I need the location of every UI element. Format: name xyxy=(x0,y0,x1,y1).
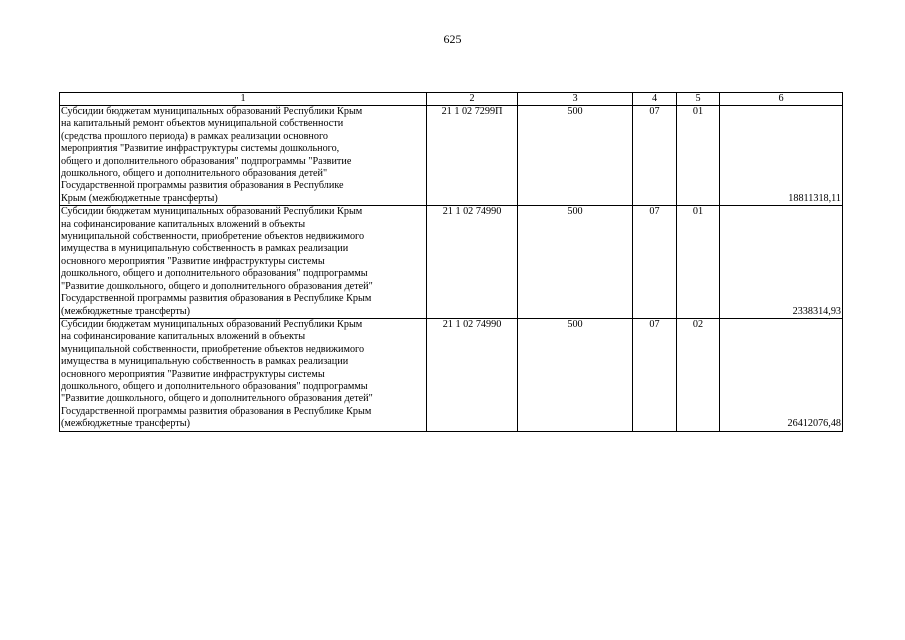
row-sum: 2338314,93 xyxy=(720,206,843,319)
row-section: 07 xyxy=(633,106,677,206)
row-target-code: 21 1 02 74990 xyxy=(427,318,518,431)
page-number: 625 xyxy=(443,32,462,46)
row-subsection: 01 xyxy=(677,106,720,206)
row-name: Субсидии бюджетам муниципальных образований Республики Крым на софинансирование капитальных вложений в объекты муниципальной собственности, приобретение объектов недвижимого имущества в муниципальную собственность в рамках реализации основного мероприятия "Развитие инфраструктуры системы дошкольного, общего и дополнительного образования" подпрограммы "Развитие дошкольного, общего и дополнительного образования детей" Государственной программы развития образования в Республике Крым (межбюджетные трансферты) xyxy=(60,318,427,431)
header-col-1: 1 xyxy=(60,93,427,106)
table-row xyxy=(60,206,843,319)
row-target-code: 21 1 02 74990 xyxy=(427,206,518,319)
header-col-4: 4 xyxy=(633,93,677,106)
row-name: Субсидии бюджетам муниципальных образований Республики Крым на софинансирование капитальных вложений в объекты муниципальной собственности, приобретение объектов недвижимого имущества в муниципальную собственность в рамках реализации основного мероприятия "Развитие инфраструктуры системы дошкольного, общего и дополнительного образования" подпрограммы "Развитие дошкольного, общего и дополнительного образования детей" Государственной программы развития образования в Республике Крым (межбюджетные трансферты) xyxy=(60,206,427,319)
row-sum: 26412076,48 xyxy=(720,318,843,431)
row-name: Субсидии бюджетам муниципальных образований Республики Крым на капитальный ремонт объектов муниципальной собственности (средства прошлого периода) в рамках реализации основного мероприятия "Развитие инфраструктуры системы дошкольного, общего и дополнительного образования" подпрограммы "Развитие дошкольного, общего и дополнительного образования детей" Государственной программы развития образования в Республике Крым (межбюджетные трансферты) xyxy=(60,106,427,206)
row-section: 07 xyxy=(633,318,677,431)
header-col-2: 2 xyxy=(427,93,518,106)
header-col-5: 5 xyxy=(677,93,720,106)
row-sum: 18811318,11 xyxy=(720,106,843,206)
row-target-code: 21 1 02 7299П xyxy=(427,106,518,206)
table-row xyxy=(60,318,843,431)
row-section: 07 xyxy=(633,206,677,319)
header-col-3: 3 xyxy=(518,93,633,106)
row-subsection: 02 xyxy=(677,318,720,431)
table-row xyxy=(60,106,843,206)
row-expense-type: 500 xyxy=(518,106,633,206)
row-subsection: 01 xyxy=(677,206,720,319)
header-row xyxy=(60,93,843,106)
table-header xyxy=(60,93,843,106)
row-expense-type: 500 xyxy=(518,206,633,319)
header-col-6: 6 xyxy=(720,93,843,106)
table-body xyxy=(60,106,843,432)
row-expense-type: 500 xyxy=(518,318,633,431)
budget-table xyxy=(59,92,843,432)
